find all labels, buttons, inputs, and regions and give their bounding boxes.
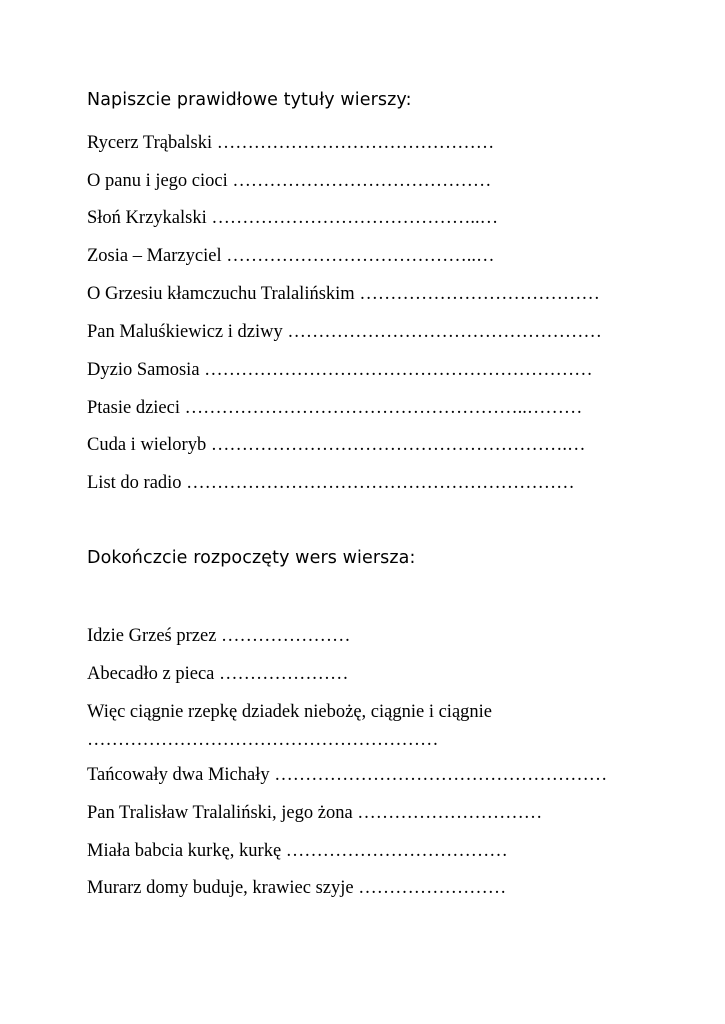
title-line-2: O panu i jego cioci …………………………………… [87, 171, 492, 191]
verse-line-3-continuation: ………………………………………………… [87, 730, 439, 750]
title-line-4: Zosia – Marzyciel …………………………………..… [87, 246, 495, 266]
title-line-8: Ptasie dzieci ………………………………………………..……… [87, 398, 583, 418]
title-line-5: O Grzesiu kłamczuchu Tralalińskim ………………………………… [87, 284, 600, 304]
verse-line-7: Murarz domy buduje, krawiec szyje …………………… [87, 878, 507, 898]
verse-line-2: Abecadło z pieca ………………… [87, 664, 349, 684]
verse-line-3: Więc ciągnie rzepkę dziadek niebożę, ciągnie i ciągnie [87, 702, 493, 722]
title-line-6: Pan Maluśkiewicz i dziwy …………………………………………… [87, 322, 602, 342]
title-line-3: Słoń Krzykalski ……………………………………..… [87, 208, 499, 228]
verse-line-6: Miała babcia kurkę, kurkę ……………………………… [87, 841, 508, 861]
verse-line-4: Tańcowały dwa Michały ……………………………………………… [87, 765, 608, 785]
verse-line-5: Pan Tralisław Tralaliński, jego żona ………………………… [87, 803, 543, 823]
title-line-7: Dyzio Samosia ……………………………………………………… [87, 360, 593, 380]
title-line-1: Rycerz Trąbalski ……………………………………… [87, 133, 495, 153]
section1-heading: Napiszcie prawidłowe tytuły wierszy: [87, 90, 412, 110]
title-line-10: List do radio ……………………………………………………… [87, 473, 575, 493]
title-line-9: Cuda i wieloryb ………………………………………………….… [87, 435, 586, 455]
section2-heading: Dokończcie rozpoczęty wers wiersza: [87, 548, 416, 568]
verse-line-1: Idzie Grześ przez ………………… [87, 626, 351, 646]
